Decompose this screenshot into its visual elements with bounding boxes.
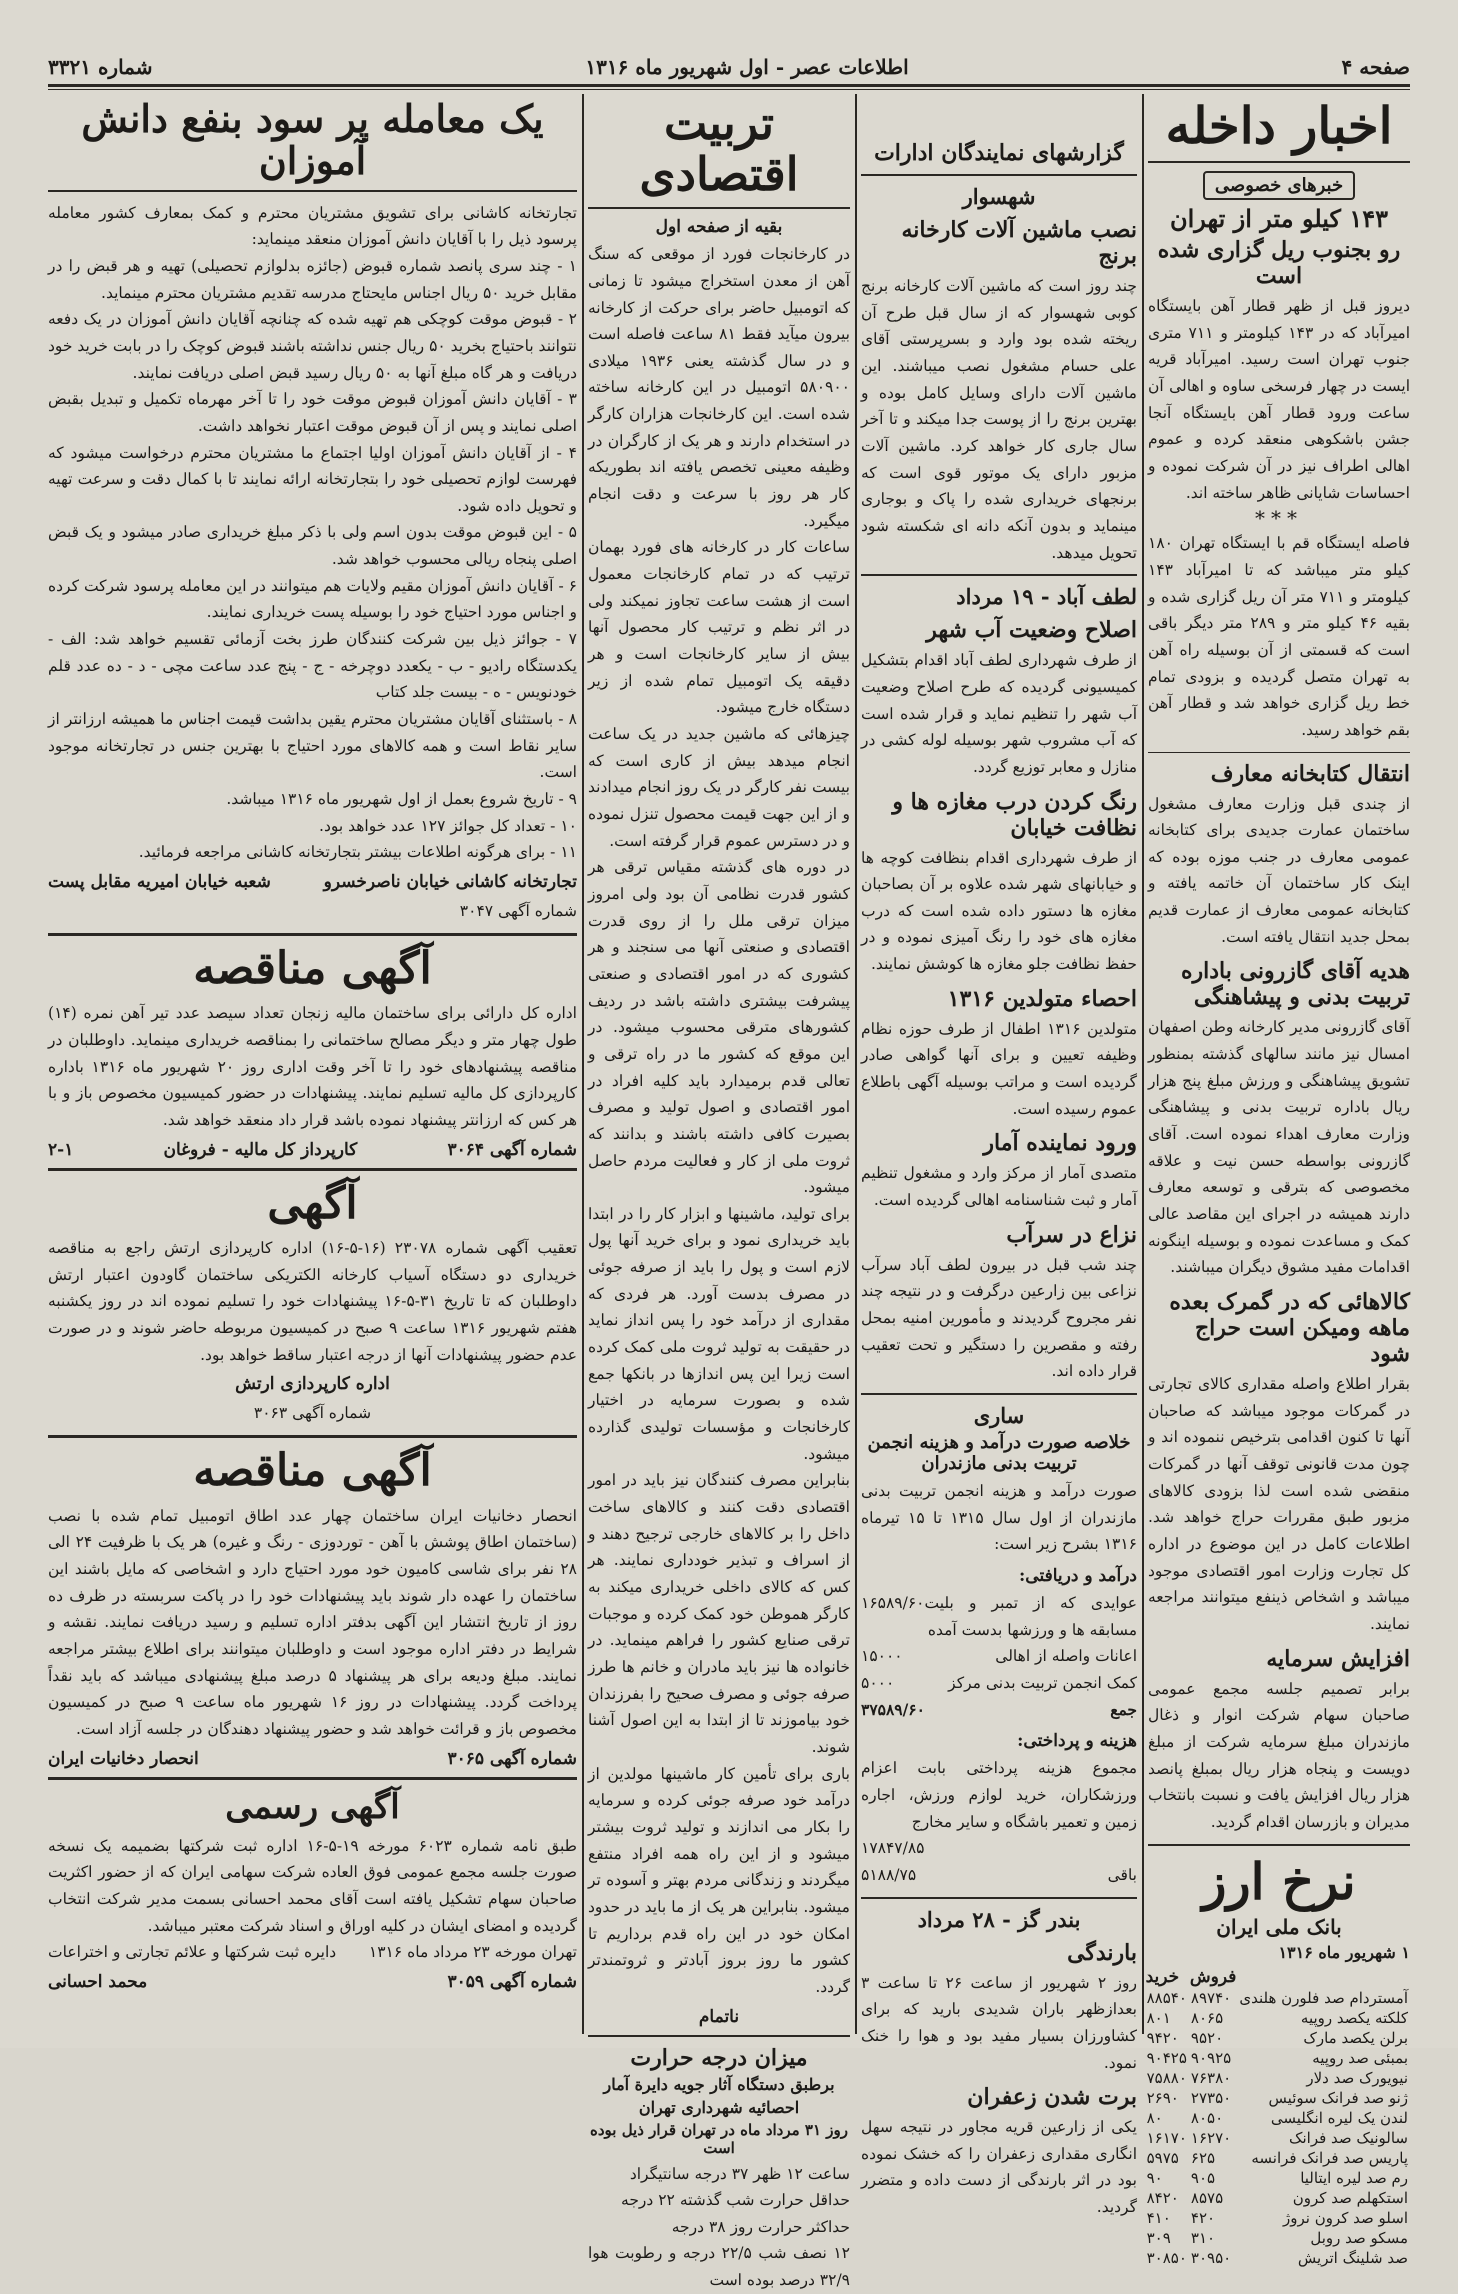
ad-signature [48,1140,577,1160]
headline: ۱۴۳ کیلو متر از تهران [1170,204,1388,233]
ad-text: انحصار دخانیات ایران ساختمان چهار عدد اطاق اتومبیل تمام شده با نصب (ساختمان اطاق پوشش با آهن - توردوزی - رنگ و غیره) هر یک با ظرفیت ۲۴ الی ۲۸ نفر برای شاسی کامیون خود مورد احتیاج دارد و اشخاصی که مایل باشند این ساختمان را عهده دار شوند باید پیشنهادات خود را در پاکت سربسته در ظرف ده روز از تاریخ انتشار این آگهی بدفتر اداره تسلیم و رسید دریافت نمایند. نقشه و شرایط در دفتر اداره موجود است و داوطلبان میتوانند برای اطلاع بیشتر مراجعه نمایند. مبلغ ودیعه برای هر پیشنهاد ۵ درصد مبلغ پیشنهادی میباشد که باید نقداً پرداخت گردد. پیشنهادات در روز ۱۶ شهریور ماه ساعت ۹ صبح در کمیسیون مخصوص باز و قرائت خواهد شد و حضور پیشنهاد دهندگان در جلسه آزاد است. [48,1506,577,1738]
rate-buy: ۹۰۴۲۵ [1146,2048,1187,2067]
divider [48,933,577,936]
table-row [1145,2228,1410,2248]
article-text: از طرف شهرداری لطف آباد اقدام بتشکیل کمیسیونی گردیده که طرح اصلاح وضعیت آب شهر را تنظیم نماید و قرار شده است که آب مشروب شهر بوسیله لوله کشی در منازل و معابر توزیع گردد. [861,651,1137,776]
headline: ورود نماینده آمار [983,1130,1137,1157]
rate-currency: آمستردام صد فلورن هلندی [1239,1988,1408,2007]
income-heading: درآمد و دریافتی: [1019,1565,1137,1586]
ad-list-item: ۲ - قبوض موقت کوچکی هم تهیه شده که چنانچه آقایان دانش آموزان در یک دفعه نتوانند باحتیاج بخرید ۵۰ ریال جنس نداشته باشند قبوض کوچک را در بابت خرید خود دریافت و هر گاه مبلغ آنها به ۵۰ ریال رسید قبض اصلی دریافت نمایند. [48,310,577,382]
section-title: گزارشهای نمایندگان ادارات [874,140,1124,166]
rate-buy: ۸۰۱ [1146,2008,1171,2027]
article-text: فاصله ایستگاه قم با ایستگاه تهران ۱۸۰ کیلو متر میباشد که تا امیرآباد ۱۴۳ کیلومتر و ۷۱۱ متر آن ریل گزاری شده و بقیه ۴۶ کیلو متر و ۲۸۹ متر دیگر باقی است که قسمتی از آن بوسیله راه آهن به تهران متصل گردیده و بزودی تمام خط ریل گزاری خواهد شد و قطار آهن بقم خواهد رسید. [1148,534,1410,739]
rate-buy: ۸۴۲۰ [1146,2188,1179,2207]
ad-list-item: ۴ - از آقایان دانش آموزان اولیا اجتماع ما مشتریان محترم درخواست میشود که فهرست لوازم تحصیلی خود را بتجارتخانه ارائه نمایند تا با کمال دقت و سرعت تهیه و تحویل داده شود. [48,443,577,515]
issue-number: شماره ۳۳۲۱ [48,55,153,79]
rate-buy: ۸۸۵۴۰ [1146,1988,1187,2007]
article-text: آقای گازرونی مدیر کارخانه وطن اصفهان امسال نیز مانند سالهای گذشته بمنظور تشویق پیشاهنگی و ورزش مبلغ پنج هزار ریال باداره تربیت بدنی و پیشاهنگی وزارت معارف اهداء نموده است. آقای گازرونی بواسطه حسن نیت و علاقه مخصوصی که بترقی و توسعه معارف دارند همیشه در اجرای این مقاصد عالی کمک و مساعدت نموده و بوسیله اینگونه اقدامات مفید مشوق دیگران میباشند. [1148,1018,1410,1277]
ad-list-item: ۱۰ - تعداد کل جوائز ۱۲۷ عدد خواهد بود. [319,816,577,835]
weather-subtitle: روز ۳۱ مرداد ماه در تهران قرار ذیل بوده است [590,2120,848,2157]
article-text: صورت درآمد و هزینه انجمن تربیت بدنی مازندران از اول سال ۱۳۱۵ تا ۱۵ تیرماه ۱۳۱۶ بشرح زیر است: [861,1482,1137,1554]
ad-text: تعقیب آگهی شماره ۲۳۰۷۸ (۱۶-۵-۱۶) اداره کارپردازی ارتش راجع به مناقصه خریداری دو دستگاه آسیاب کارخانه الکتریکی ساختمان گاودون اعتبار ارتش داوطلبان که تا تاریخ ۳۱-۵-۱۶ پیشنهادات خود را تسلیم نموده اند در روز یکشنبه هفتم شهریور ۱۳۱۶ ساعت ۹ صبح در کمیسیون مربوطه حاضر شوند و در صورت عدم حضور پیشنهادات آنها از درجه اعتبار ساقط خواهد بود. [48,1239,577,1364]
ad-list-item: ۷ - جوائز ذیل بین شرکت کنندگان طرز بخت آزمائی تقسیم خواهد شد: الف - یکدستگاه رادیو - ب - یکعدد دوچرخه - ج - پنج عدد ساعت مچی - د - ده عدد قلم خودنویس - ه - بیست جلد کتاب [48,630,577,702]
ad-list-item: ۶ - آقایان دانش آموزان مقیم ولایات هم میتوانند در این معامله پرسود شرکت کرده و اجناس مورد احتیاج خود را بوسیله پست خریداری نمایند. [48,576,577,622]
table-row [1145,2128,1410,2148]
rate-currency: بمبئی صد روپیه [1312,2048,1408,2067]
rate-buy: ۷۵۸۸۰ [1146,2068,1187,2087]
article-text: چند شب قبل در بیرون لطف آباد سرآب نزاعی بین زارعین درگرفت و در نتیجه چند نفر مجروح گردیدند و مأمورین امنیه بمحل رفته و مقصرین را دستگیر و تحت تعقیب قرار داده اند. [861,1255,1137,1381]
page-number: صفحه ۴ [1341,55,1410,79]
headline: بارندگی [1067,1939,1137,1966]
rate-sell: ۶۲۵ [1190,2148,1216,2167]
ad-text: طبق نامه شماره ۶۰۲۳ مورخه ۱۹-۵-۱۶ اداره ثبت شرکتها بضمیمه یک نسخه صورت جلسه مجمع عمومی فوق العاده شرکت سهامی ایران که از حضور اکثریت صاحبان سهام تشکیل یافته است آقای محمد احسانی بسمت مدیر شرکت انتخاب گردیده و امضای ایشان در کلیه اوراق و اسناد شرکت معتبر میباشد. [48,1836,577,1935]
article-text: در دوره های گذشته مقیاس ترقی هر کشور قدرت نظامی آن بود ولی امروز میزان ترقی ملل را از روی قدرت اقتصادی و صنعتی آنها می سنجند و هر کشوری که در امور اقتصادی و صنعتی پیشرفت بیشتری داشته باشد در ردیف کشورهای مترقی محسوب میشود. در این موقع که کشور ما در راه ترقی و تعالی قدم برمیدارد باید کلیه افراد در امور اقتصادی و اصول تولید و مصرف بصیرت کافی داشته باشند و بدانند که ثروت ملی از کار و فعالیت مردم حاصل میشود. [588,858,850,1197]
expense-heading: هزینه و پرداختی: [1017,1731,1137,1752]
rate-currency: کلکته یکصد روپیه [1300,2008,1408,2027]
income-line [861,1670,1137,1697]
divider [48,190,577,192]
table-row [1145,2108,1410,2128]
ad-number: شماره آگهی ۳۰۶۵ [447,1748,577,1769]
rate-currency: پاریس صد فرانک فرانسه [1251,2148,1408,2167]
column-header-sell: فروش [1189,1966,1237,1987]
rate-sell: ۹۵۲۰ [1190,2028,1224,2047]
column-domestic-news [1145,94,1411,2267]
headline: کالاهائی که در گمرک بعده ماهه ومیکن است حراج شود [1169,1289,1410,1367]
masthead [48,52,1410,82]
rate-currency: اسلو صد کرون نروژ [1283,2208,1408,2227]
income-label: اعانات واصله از اهالی [995,1647,1137,1666]
to-be-continued: ناتمام [698,2006,740,2027]
ad-intro: تجارتخانه کاشانی برای تشویق مشتریان محترم و کمک بمعارف کشور معامله پرسود ذیل را با آقایان دانش آموزان منعقد مینماید: [48,203,577,249]
expense-value-line [861,1835,1137,1862]
rate-sell: ۳۱۰ [1190,2228,1216,2247]
rate-buy: ۹۴۲۰ [1146,2028,1179,2047]
article-text: باری برای تأمین کار ماشینها مولدین از درآمد خود صرفه جوئی کرده و سرمایه را بکار می اندازند و تولید ثروت بیشتر میشود و از این راه همه افراد منتفع میگردند و زندگانی مردم بهتر و آسوده تر میشود. بنابراین هر یک از ما باید در حدود امکان خود در این راه قدم برداریم تا کشور ما روز بروز آبادتر و ثروتمندتر گردد. [588,1764,850,1996]
rate-currency: برلن یکصد مارک [1303,2028,1408,2047]
ad-date: تهران مورخه ۲۳ مرداد ماه ۱۳۱۶ [368,1943,577,1962]
rate-sell: ۸۰۶۵ [1190,2008,1224,2027]
rate-sell: ۴۲۰ [1190,2208,1216,2227]
rate-sell: ۹۰۵ [1190,2168,1216,2187]
income-line [861,1590,1137,1643]
article-text: برابر تصمیم جلسه مجمع عمومی صاحبان سهام شرکت انوار و ذغال مازندران مبلغ سرمایه شرکت از مبلغ دویست و پنجاه هزار ریال بمبلغ پانصد هزار ریال افزایش یافت و نسبت بانتخاب مدیران و بازرسان اقدام گردید. [1148,1679,1410,1831]
ad-list-item: ۸ - باستثنای آقایان مشتریان محترم یقین بداشت قیمت اجناس ما همیشه ارزانتر از سایر نقاط است و همه کالاهای مورد احتیاج با بهترین جنس در تجارتخانه موجود است. [48,710,577,782]
headline: افزایش سرمایه [1266,1645,1410,1672]
continued-label: بقیه از صفحه اول [655,217,783,238]
ad-title: آگهی رسمی [225,1786,400,1827]
weather-line: ساعت ۱۲ ظهر ۳۷ درجه سانتیگراد [629,2164,850,2183]
masthead-rule-thin [48,89,1410,90]
masthead-rule [48,84,1410,87]
article-text: برای تولید، ماشینها و ابزار کار را در ابتدا باید خریداری نمود و برای خرید آنها پول لازم است و پول را باید از صرفه جوئی در مصرف بدست آورد. هر فردی که مقداری از درآمد خود را پس انداز نماید در حقیقت به تولید ثروت ملی کمک کرده است زیرا این پس اندازها در بانکها جمع شده و بصورت سرمایه در اختیار کارخانجات و مؤسسات تولیدی گذارده میشود. [588,1204,850,1463]
article-text: چند روز است که ماشین آلات کارخانه برنج کوبی شهسوار که از سال قبل طرح آن ریخته شده بود وارد و بسرپرستی آقای علی حسام مشغول نصب میباشند. این ماشین آلات دارای وسایل کامل بوده و بهترین برنج را از پوست جدا میکند و تا آخر سال جاری کار خواهد کرد. ماشین آلات مزبور دارای یک موتور قوی است که برنجهای خریداری شده را پاک و بوجاری مینماید و بدون آنکه دانه ای شکسته شود تحویل میدهد. [861,277,1137,562]
exchange-rates-date: ۱ شهریور ماه ۱۳۱۶ [1278,1942,1410,1962]
article-text: از طرف شهرداری اقدام بنظافت کوچه ها و خیابانهای شهر شده علاوه بر آن بصاحبان مغازه ها دستور داده شده است که درب مغازه های خود را رنگ آمیزی نموده و در حفظ نظافت جلو مغازه ها کوشش نمایند. [861,848,1137,974]
table-row [1145,2048,1410,2068]
divider [48,1168,577,1171]
divider [861,1393,1137,1395]
income-value: ۵۰۰۰ [861,1673,895,1692]
column-rule [582,94,584,2034]
column-header-buy: خرید [1145,1966,1180,1987]
rate-buy: ۸۰ [1146,2108,1163,2127]
exchange-rates-title: نرخ ارز [1202,1851,1356,1911]
table-row [1145,2188,1410,2208]
ad-signature-right: تجارتخانه کاشانی خیابان ناصرخسرو [323,872,577,892]
column-ads [48,94,577,2034]
income-value: ۱۶۵۸۹/۶۰ [861,1593,925,1612]
rate-buy: ۳۰۹ [1146,2228,1171,2247]
rate-currency: مسکو صد روبل [1310,2228,1408,2247]
table-row [1145,2088,1410,2108]
table-row [1145,2208,1410,2228]
city-label: شهسوار [962,184,1036,209]
rate-currency: صد شلینگ اتریش [1297,2248,1408,2267]
article-text: چیزهائی که ماشین جدید در یک ساعت انجام میدهد بیش از کاری است که بیست نفر کارگر در یک روز انجام میدادند و از این جهت قیمت محصول تنزل نموده و در دسترس عموم قرار گرفته است. [588,725,850,850]
weather-subtitle: برطبق دستگاه آثار جویه دایرة آمار [603,2074,835,2094]
income-line [861,1643,1137,1670]
balance-value: ۵۱۸۸/۷۵ [861,1865,917,1884]
paper-title: اطلاعات عصر - اول شهریور ماه ۱۳۱۶ [585,55,909,79]
table-row [1145,1988,1410,2008]
rate-sell: ۳۰۹۵۰ [1190,2248,1232,2267]
divider [1148,161,1410,163]
rate-sell: ۸۰۵۰ [1190,2108,1224,2127]
article-text: روز ۲ شهریور از ساعت ۲۶ تا ساعت ۳ بعدازظهر باران شدیدی بارید که برای کشاورزان بسیار مفید بود و هوا را خنک نمود. [861,1973,1137,2072]
ad-signature-right: انحصار دخانیات ایران [48,1748,199,1769]
ad-items-list [48,253,577,866]
exchange-rates-body [1145,1988,1410,2268]
column-reports [861,94,1137,2217]
rate-sell: ۸۵۷۵ [1190,2188,1224,2207]
ad-number: شماره آگهی ۳۰۶۳ [253,1404,372,1423]
table-row [1145,2248,1410,2268]
article-text: ساعات کار در کارخانه های فورد بهمان ترتیب که در تمام کارخانجات معمول است از هشت ساعت تجاوز نمیکند ولی در اثر نظم و ترتیب کار محصول آنها بیش از سایر کارخانجات است و هر دقیقه یک اتومبیل تمام شده از زیر دستگاه خارج میشود. [588,538,850,717]
ad-list-item: ۹ - تاریخ شروع بعمل از اول شهریور ماه ۱۳۱۶ میباشد. [226,790,577,809]
section-title: اخبار داخله [1165,96,1393,155]
headline: احصاء متولدین ۱۳۱۶ [947,985,1137,1012]
divider [588,207,850,209]
divider [861,574,1137,576]
ad-title: آگهی مناقصه [193,942,432,994]
divider [861,1897,1137,1899]
rate-currency: ژنو صد فرانک سوئیس [1268,2088,1408,2107]
article-text: از چندی قبل وزارت معارف مشغول ساختمان عمارت جدیدی برای کتابخانه عمومی معارف در جنب موزه بوده که اینک کار ساختمان آن خاتمه یافته و کتابخانه عمومی معارف از عمارت قدیم بمحل جدید انتقال یافته است. [1148,794,1410,946]
special-news-tag: خبرهای خصوصی [1203,171,1355,200]
headline: نصب ماشین آلات کارخانه برنج [901,217,1137,269]
rate-currency: استکهلم صد کرون [1292,2188,1408,2207]
income-label: عوایدی که از تمبر و بلیت مسابقه ها و ورزشها بدست آمده [924,1593,1137,1639]
ad-list-item: ۱ - چند سری پانصد شماره قبوض (جائزه بدلوازم تحصیلی) تهیه و هر قبض را در مقابل خرید ۵۰ ریال اجناس مایحتاج مدرسه تقدیم مشتریان محترم مینماید. [48,256,577,302]
ad-number-left: ۲-۱ [48,1139,74,1160]
ad-signature-right: اداره کارپردازی ارتش [235,1374,390,1395]
divider [1148,752,1410,753]
ad-number: شماره آگهی ۳۰۴۷ [459,902,577,920]
city-label: ساری [973,1403,1025,1428]
ad-signature-right: کارپرداز کل مالیه - فروغان [163,1139,358,1160]
exchange-rates-table [1145,1966,1410,2268]
rate-currency: سالونیک صد فرانک [1289,2128,1408,2147]
article-text: متولدین ۱۳۱۶ اطفال از طرف حوزه نظام وظیفه تعیین و برای آنها گواهی صادر گردیده است و مراتب بوسیله آگهی باطلاع عموم رسیده است. [861,1019,1137,1118]
table-row [1145,2168,1410,2188]
column-rule [855,94,857,2034]
table-row [1145,2068,1410,2088]
rate-sell: ۷۶۳۸۰ [1190,2068,1232,2087]
ad-title: آگهی مناقصه [193,1445,432,1497]
divider [48,1777,577,1780]
rate-buy: ۳۰۸۵۰ [1146,2248,1187,2267]
balance-label: باقی [1107,1865,1137,1884]
ad-list-item: ۵ - این قبوض موقت بدون اسم ولی با ذکر مبلغ خریداری صادر میشود و یک قبض اصلی پنجاه ریالی محسوب خواهد شد. [48,523,577,569]
balance-line [861,1862,1137,1889]
rate-sell: ۱۶۲۷۰ [1190,2128,1232,2147]
rate-currency: رم صد لیره ایتالیا [1300,2168,1408,2187]
weather-subtitle: احصائیه شهرداری تهران [638,2097,800,2117]
rate-currency: نیویورک صد دلار [1306,2068,1408,2087]
article-signature [588,2007,850,2027]
income-total [861,1697,1137,1724]
ad-footer [48,1939,577,1966]
weather-line: حداکثر حرارت روز ۳۸ درجه [671,2217,850,2236]
ad-signature [48,1374,577,1394]
separator-stars: *** [1255,506,1303,531]
ad-title: یک معامله پر سود بنفع دانش آموزان [81,96,544,183]
headline: هدیه آقای گازرونی باداره تربیت بدنی و پیشاهنگی [1181,958,1410,1011]
table-row [1145,2008,1410,2028]
ad-signature [48,1972,577,1992]
income-value: ۱۵۰۰۰ [861,1647,903,1666]
rate-sell: ۸۹۷۴۰ [1190,1988,1232,2007]
ad-number: شماره آگهی ۳۰۵۹ [447,1971,577,1992]
article-text: بنابراین مصرف کنندگان نیز باید در امور اقتصادی دقت کنند و کالاهای ساخت داخل را بر کالاهای خارجی ترجیح دهند و از اسراف و تبذیر خودداری نمایند. هر کس که کالای داخلی خریداری میکند به کارگر هموطن خود کمک کرده و موجبات ترقی صنایع کشور را فراهم مینماید. در خانواده ها نیز باید مادران و خانم ها طرز صرفه جوئی و مصرف صحیح را بفرزندان خود بیاموزند تا از ابتدا به این اصول آشنا شوند. [588,1471,850,1756]
rate-sell: ۲۷۳۵۰ [1190,2088,1232,2107]
headline: انتقال کتابخانه معارف [1210,760,1410,787]
column-economic [588,94,850,2290]
rate-currency: لندن یک لیره انگلیسی [1270,2108,1408,2127]
rate-buy: ۲۶۹۰ [1146,2088,1179,2107]
divider [1148,1844,1410,1846]
article-text: دیروز قبل از ظهر قطار آهن بایستگاه امیرآباد که در ۱۴۳ کیلومتر و ۷۱۱ متری جنوب تهران است رسید. امیرآباد قریه ایست در چهار فرسخی ساوه و اهالی آن ساعت ورود قطار آهن بایستگاه آنجا جشن باشکوهی منعقد کرده و عموم اهالی اطراف نیز در آن شرکت نموده و احساسات شایانی ظاهر ساخته اند. [1148,297,1411,502]
table-header-row [1145,1966,1410,1988]
ad-number: شماره آگهی ۳۰۶۴ [447,1139,577,1160]
headline: خلاصه صورت درآمد و هزینه انجمن تربیت بدنی مازندران [867,1432,1131,1474]
weather-line: ۱۲ نصف شب ۲۲/۵ درجه و رطوبت هوا ۳۲/۹ درصد بوده است [588,2244,850,2290]
expense-text: مجموع هزینه پرداختی بابت اعزام ورزشکاران، خرید لوازم ورزش، اجاره زمین و تعمیر باشگاه و سایر مخارج [861,1759,1137,1831]
weather-line: حداقل حرارت شب گذشته ۲۲ درجه [621,2191,850,2210]
exchange-rates-bank: بانک ملی ایران [1216,1914,1342,1939]
weather-title: میزان درجه حرارت [630,2044,808,2071]
article-text: متصدی آمار از مرکز وارد و مشغول تنظیم آمار و ثبت شناسنامه اهالی گردیده است. [861,1164,1137,1210]
headline: اصلاح وضعیت آب شهر [926,617,1137,644]
rate-buy: ۵۹۷۵ [1146,2148,1179,2167]
rate-sell: ۹۰۹۲۵ [1190,2048,1232,2067]
headline: نزاع در سرآب [1006,1221,1137,1248]
ad-signature-left: شعبه خیابان امیریه مقابل پست [48,872,271,892]
divider [48,1435,577,1438]
article-text: در کارخانجات فورد از موقعی که سنگ آهن از معدن استخراج میشود تا زمانی که اتومبیل حاضر برای حرکت از کارخانه بیرون میآید فقط ۸۱ ساعت فاصله است و در سال گذشته یعنی ۱۹۳۶ میلادی ۵۸۰۹۰۰ اتومبیل در این کارخانه ساخته شده است. این کارخانجات هزاران کارگر در استخدام دارند و هر یک از کارگران در وظیفه معینی تخصص یافته اند بطوریکه کار هر روز با سرعت و دقت انجام میگیرد. [588,245,850,530]
article-text: یکی از زارعین قریه مجاور در نتیجه سهل انگاری مقداری زعفران را که خشک نموده بود در اثر بارندگی از دست داده و متضرر گردید. [861,2118,1137,2217]
rate-buy: ۴۱۰ [1146,2208,1171,2227]
ad-text: اداره کل دارائی برای ساختمان مالیه زنجان تعداد سیصد عدد تیر آهن نمره (۱۴) طول چهار متر و دیگر مصالح ساختمانی را بمناقصه خریداری مینماید. داوطلبان در مناقصه پیشنهادهای خود را تا آخر وقت اداری روز ۲۰ شهریور ماه ۱۳۱۶ باداره کارپردازی کل مالیه تسلیم نمایند. پیشنهادات در حضور کمیسیون مخصوص باز و با هر کس که ارزانتر پیشنهاد نموده باشد قرار داد منعقد خواهد شد. [48,1004,578,1129]
expense-value: ۱۷۸۴۷/۸۵ [861,1839,925,1858]
section-title: تربیت اقتصادی [639,96,799,201]
headline: رو بجنوب ریل گزاری شده است [1157,237,1401,289]
column-rule [1142,94,1144,2034]
headline: برت شدن زعفران [967,2084,1137,2111]
article-text: بقرار اطلاع واصله مقداری کالای تجارتی در گمرکات موجود میباشد که صاحبان آنها تا کنون اقدامی بترخیص ننموده اند و چون مدت قانونی توقف آنها در گمرکات منقضی شده است لذا بزودی کالاهای مزبور طبق مقررات حراج خواهد شد. اطلاعات کامل در این موضوع در اداره کل تجارت وزارت امور اقتصادی موجود میباشد و اشخاص ذینفع میتوانند مراجعه نمایند. [1148,1375,1410,1633]
ad-signature [48,1749,577,1769]
divider [861,174,1137,176]
income-label: کمک انجمن تربیت بدنی مرکز [948,1673,1137,1692]
income-total-value: ۳۷۵۸۹/۶۰ [861,1699,925,1719]
rate-buy: ۱۶۱۷۰ [1146,2128,1187,2147]
ad-title: آگهی [267,1177,358,1229]
table-row [1145,2148,1410,2168]
ad-signature-right: محمد احسانی [48,1971,148,1992]
ad-list-item: ۳ - آقایان دانش آموزان قبوض موقت خود را تا آخر مهرماه تکمیل و تبدیل بقبض اصلی نمایند و پس از آن قبوض موقت اعتبار نخواهد داشت. [48,390,577,435]
headline: رنگ کردن درب مغازه ها و نظافت خیابان [892,788,1137,841]
ad-office: دایره ثبت شرکتها و علائم تجارتی و اختراعات [48,1943,337,1962]
city-label: بندر گز - ۲۸ مرداد [917,1906,1081,1932]
income-total-label: جمع [1110,1699,1137,1719]
rate-buy: ۹۰ [1146,2168,1163,2187]
divider [588,2035,850,2037]
city-label: لطف آباد - ۱۹ مرداد [956,584,1137,610]
table-row [1145,2028,1410,2048]
ad-list-item: ۱۱ - برای هرگونه اطلاعات بیشتر بتجارتخانه کاشانی مراجعه فرمائید. [138,843,577,862]
ad-signature [48,872,577,892]
